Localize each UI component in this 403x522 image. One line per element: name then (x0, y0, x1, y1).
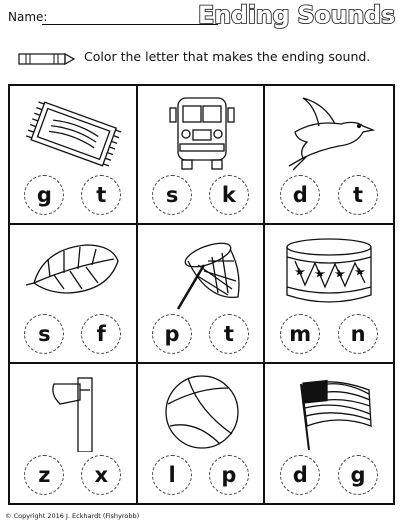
bird-icon (275, 92, 383, 174)
net-icon (148, 231, 256, 313)
letter-choice[interactable]: t (338, 175, 378, 215)
picture-card (265, 364, 393, 503)
name-label: Name: (8, 10, 48, 24)
letter-choice[interactable]: l (152, 455, 192, 495)
letter-choice[interactable]: p (209, 455, 249, 495)
page-title: Ending Sounds (197, 1, 395, 29)
ball-icon (148, 370, 256, 452)
letter-choice[interactable]: x (81, 455, 121, 495)
name-line[interactable] (42, 24, 218, 25)
picture-card (138, 364, 266, 503)
bus-icon (148, 92, 256, 174)
crayon-icon (18, 50, 76, 68)
flag-icon (275, 370, 383, 452)
picture-card (138, 86, 266, 225)
picture-card (265, 225, 393, 364)
copyright-footer: © Copyright 2016 J. Eckhardt (Fishyrobb) (5, 512, 140, 520)
letter-choice[interactable]: t (209, 314, 249, 354)
letter-choice[interactable]: m (280, 314, 320, 354)
letter-choice[interactable]: t (81, 175, 121, 215)
picture-card (138, 225, 266, 364)
picture-card (10, 86, 138, 225)
letter-choice[interactable]: z (24, 455, 64, 495)
letter-choice[interactable]: k (209, 175, 249, 215)
axe-icon (20, 370, 128, 452)
letter-choice[interactable]: f (81, 314, 121, 354)
letter-choice[interactable]: g (24, 175, 64, 215)
letter-choice[interactable]: n (338, 314, 378, 354)
letter-choice[interactable]: d (280, 175, 320, 215)
leaf-icon (20, 231, 128, 313)
letter-choice[interactable]: g (338, 455, 378, 495)
picture-card (265, 86, 393, 225)
picture-card (10, 364, 138, 503)
letter-choice[interactable]: s (152, 175, 192, 215)
picture-card (10, 225, 138, 364)
letter-choice[interactable]: p (152, 314, 192, 354)
worksheet-grid (8, 84, 395, 505)
instruction-text: Color the letter that makes the ending sound. (84, 49, 371, 64)
letter-choice[interactable]: d (280, 455, 320, 495)
drum-icon (275, 231, 383, 313)
letter-choice[interactable]: s (24, 314, 64, 354)
rug-icon (20, 92, 128, 174)
